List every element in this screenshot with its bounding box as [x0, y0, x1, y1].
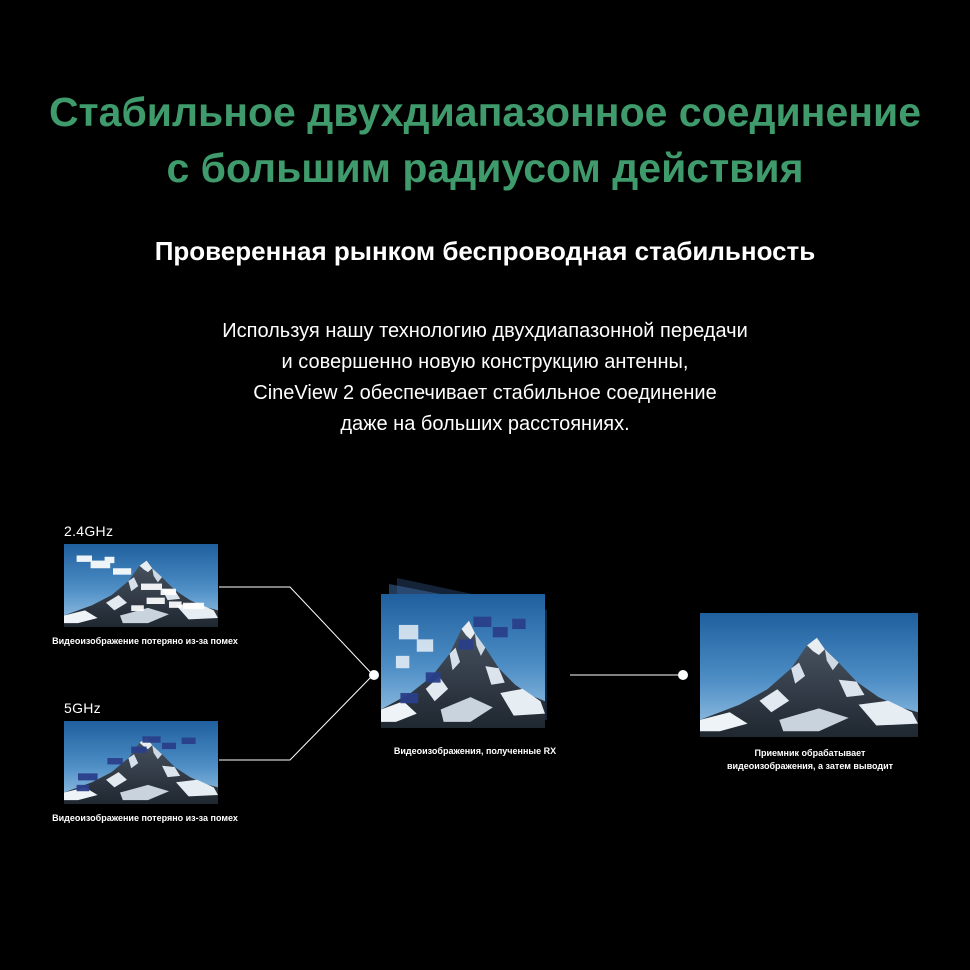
description-line-2: и совершенно новую конструкцию антенны, [281, 351, 689, 373]
image-5ghz-degraded [64, 721, 218, 804]
band-label-24ghz: 2.4GHz [64, 523, 114, 539]
image-received-rx [375, 570, 555, 735]
image-output-clean [700, 613, 918, 737]
caption-output-line-1: Приемник обрабатывает [754, 748, 866, 758]
connector-24ghz [219, 587, 373, 675]
caption-5ghz: Видеоизображение потеряно из-за помех [52, 813, 238, 823]
band-label-5ghz: 5GHz [64, 700, 101, 716]
junction-dot-right [678, 670, 688, 680]
headline-line-2: с большим радиусом действия [166, 145, 804, 191]
image-24ghz-degraded [64, 544, 218, 627]
caption-24ghz: Видеоизображение потеряно из-за помех [52, 636, 238, 646]
description-line-1: Используя нашу технологию двухдиапазонной передачи [222, 320, 748, 342]
description-line-3: CineView 2 обеспечивает стабильное соединение [253, 382, 717, 404]
caption-output [690, 747, 930, 773]
description-line-4: даже на больших расстояниях. [340, 413, 630, 435]
headline-line-1: Стабильное двухдиапазонное соединение [48, 89, 922, 135]
subheadline: Проверенная рынком беспроводная стабильность [154, 236, 816, 266]
caption-output-line-2: видеоизображения, а затем выводит [726, 761, 894, 771]
caption-received-rx: Видеоизображения, полученные RX [393, 746, 557, 756]
connector-5ghz [219, 675, 373, 760]
